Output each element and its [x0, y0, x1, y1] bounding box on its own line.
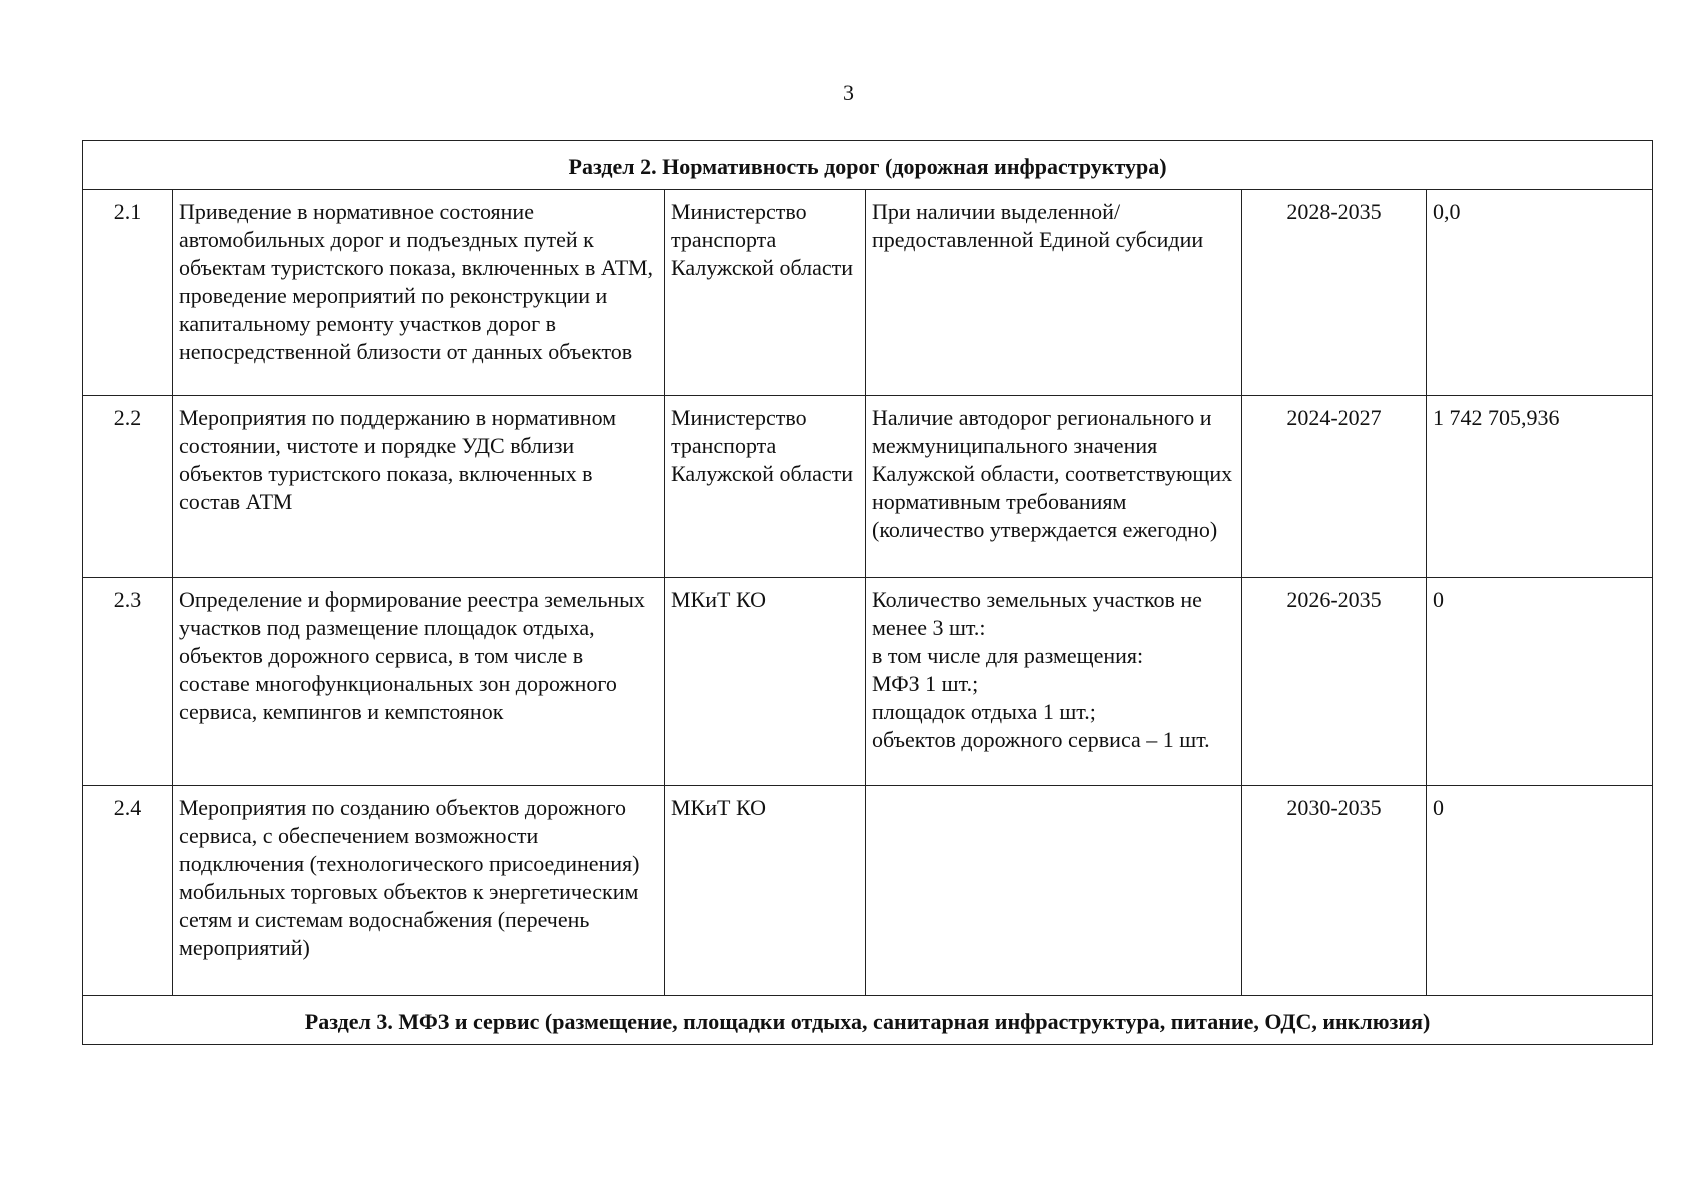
funding-amount: 0	[1427, 786, 1653, 996]
responsible-executor: Министерство транспорта Калужской области	[665, 396, 866, 578]
expected-result	[866, 786, 1242, 996]
result-line: МФЗ 1 шт.;	[872, 671, 979, 696]
table-row	[83, 786, 1653, 996]
section-3-heading-row	[83, 996, 1653, 1045]
result-line: Количество земельных участков не менее 3 шт.:	[872, 587, 1202, 640]
measure-description: Мероприятия по поддержанию в нормативном состоянии, чистоте и порядке УДС вблизи объектов туристского показа, включенных в состав АТМ	[173, 396, 665, 578]
responsible-executor: МКиТ КО	[665, 786, 866, 996]
section-2-title: Раздел 2. Нормативность дорог (дорожная инфраструктура)	[83, 141, 1653, 190]
section-2-heading-row	[83, 141, 1653, 190]
table-row	[83, 578, 1653, 786]
funding-amount: 0,0	[1427, 190, 1653, 396]
section-3-title: Раздел 3. МФЗ и сервис (размещение, площадки отдыха, санитарная инфраструктура, питание, ОДС, инклюзия)	[83, 996, 1653, 1045]
expected-result: При наличии выделенной/предоставленной Единой субсидии	[866, 190, 1242, 396]
result-line: объектов дорожного сервиса – 1 шт.	[872, 727, 1210, 752]
result-line: площадок отдыха 1 шт.;	[872, 699, 1096, 724]
measures-table	[82, 140, 1653, 1045]
implementation-period: 2026-2035	[1242, 578, 1427, 786]
row-number: 2.1	[83, 190, 173, 396]
implementation-period: 2030-2035	[1242, 786, 1427, 996]
measure-description: Приведение в нормативное состояние автомобильных дорог и подъездных путей к объектам туристского показа, включенных в АТМ, проведение мероприятий по реконструкции и капитальному ремонту участков дорог в непосредственной близости от данных объектов	[173, 190, 665, 396]
result-line: в том числе для размещения:	[872, 643, 1144, 668]
responsible-executor: МКиТ КО	[665, 578, 866, 786]
row-number: 2.4	[83, 786, 173, 996]
table-row	[83, 190, 1653, 396]
row-number: 2.2	[83, 396, 173, 578]
measure-description: Мероприятия по созданию объектов дорожного сервиса, с обеспечением возможности подключения (технологического присоединения) мобильных торговых объектов к энергетическим сетям и системам водоснабжения (перечень мероприятий)	[173, 786, 665, 996]
table-row	[83, 396, 1653, 578]
funding-amount: 0	[1427, 578, 1653, 786]
responsible-executor: Министерство транспорта Калужской области	[665, 190, 866, 396]
implementation-period: 2024-2027	[1242, 396, 1427, 578]
expected-result	[866, 578, 1242, 786]
expected-result: Наличие автодорог регионального и межмуниципального значения Калужской области, соответствующих нормативным требованиям (количество утверждается ежегодно)	[866, 396, 1242, 578]
row-number: 2.3	[83, 578, 173, 786]
implementation-period: 2028-2035	[1242, 190, 1427, 396]
funding-amount: 1 742 705,936	[1427, 396, 1653, 578]
measure-description: Определение и формирование реестра земельных участков под размещение площадок отдыха, объектов дорожного сервиса, в том числе в составе многофункциональных зон дорожного сервиса, кемпингов и кемпстоянок	[173, 578, 665, 786]
page-number: 3	[843, 80, 854, 105]
